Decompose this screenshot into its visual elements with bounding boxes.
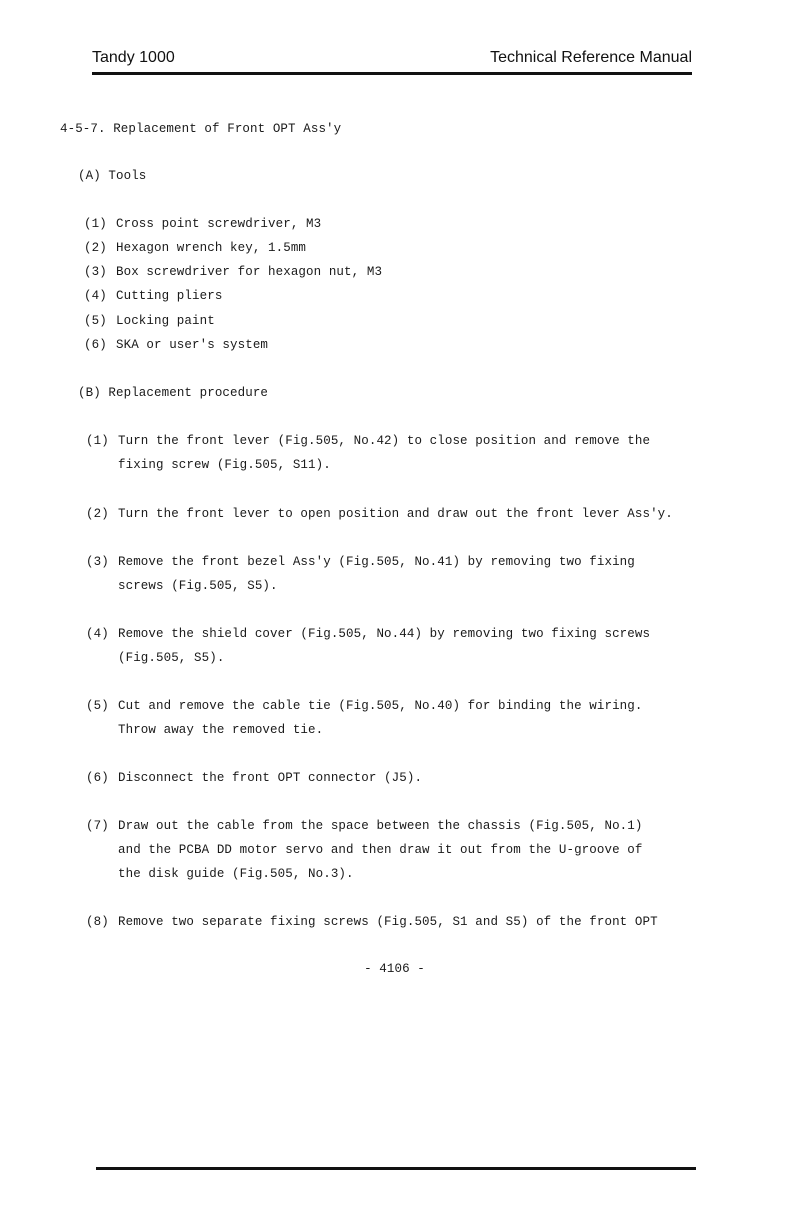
- tool-item: [84, 289, 222, 303]
- step-line: and the PCBA DD motor servo and then draw it out from the U-groove of: [118, 843, 643, 857]
- procedure-step: [86, 819, 642, 833]
- tool-num: (3): [84, 265, 107, 279]
- tool-num: (1): [84, 217, 107, 231]
- step-num: (7): [86, 819, 109, 833]
- tool-num: (5): [84, 314, 107, 328]
- tool-item: [84, 338, 268, 352]
- tool-item: [84, 314, 215, 328]
- step-line: the disk guide (Fig.505, No.3).: [118, 867, 354, 881]
- step-num: (3): [86, 555, 109, 569]
- footer-rule: [96, 1167, 696, 1170]
- tool-text: Hexagon wrench key, 1.5mm: [116, 241, 307, 255]
- procedure-step: [86, 555, 635, 569]
- page-number: - 4106 -: [364, 962, 425, 976]
- step-line: Remove two separate fixing screws (Fig.505, S1 and S5) of the front OPT: [118, 915, 658, 929]
- header-rule: [92, 72, 692, 75]
- step-line: Turn the front lever (Fig.505, No.42) to close position and remove the: [118, 434, 651, 448]
- step-num: (2): [86, 507, 109, 521]
- step-num: (4): [86, 627, 109, 641]
- tool-text: Cutting pliers: [116, 289, 223, 303]
- step-line: Throw away the removed tie.: [118, 723, 324, 737]
- step-line: Draw out the cable from the space between the chassis (Fig.505, No.1): [118, 819, 643, 833]
- procedure-step: [86, 699, 642, 713]
- tools-heading: (A) Tools: [78, 169, 147, 183]
- step-num: (6): [86, 771, 109, 785]
- step-num: (8): [86, 915, 109, 929]
- tool-num: (4): [84, 289, 107, 303]
- step-num: (5): [86, 699, 109, 713]
- tool-item: [84, 265, 382, 279]
- step-line: fixing screw (Fig.505, S11).: [118, 458, 331, 472]
- procedure-heading: (B) Replacement procedure: [78, 386, 269, 400]
- step-line: Remove the shield cover (Fig.505, No.44) by removing two fixing screws: [118, 627, 651, 641]
- tool-num: (6): [84, 338, 107, 352]
- procedure-step: [86, 915, 658, 929]
- tool-text: Locking paint: [116, 314, 215, 328]
- header-title-right: Technical Reference Manual: [490, 49, 692, 66]
- procedure-step: [86, 627, 650, 641]
- step-num: (1): [86, 434, 109, 448]
- step-line: screws (Fig.505, S5).: [118, 579, 278, 593]
- tool-item: [84, 241, 306, 255]
- step-line: Disconnect the front OPT connector (J5).: [118, 771, 423, 785]
- tool-text: Box screwdriver for hexagon nut, M3: [116, 265, 383, 279]
- tool-num: (2): [84, 241, 107, 255]
- tool-text: Cross point screwdriver, M3: [116, 217, 322, 231]
- step-line: Cut and remove the cable tie (Fig.505, No.40) for binding the wiring.: [118, 699, 643, 713]
- step-line: Remove the front bezel Ass'y (Fig.505, No.41) by removing two fixing: [118, 555, 635, 569]
- header-title-left: Tandy 1000: [92, 49, 175, 66]
- step-line: Turn the front lever to open position and draw out the front lever Ass'y.: [118, 507, 673, 521]
- procedure-step: [86, 771, 422, 785]
- procedure-step: [86, 434, 650, 448]
- step-line: (Fig.505, S5).: [118, 651, 225, 665]
- tool-text: SKA or user's system: [116, 338, 269, 352]
- procedure-step: [86, 507, 673, 521]
- tool-item: [84, 217, 321, 231]
- section-title: 4-5-7. Replacement of Front OPT Ass'y: [60, 122, 342, 136]
